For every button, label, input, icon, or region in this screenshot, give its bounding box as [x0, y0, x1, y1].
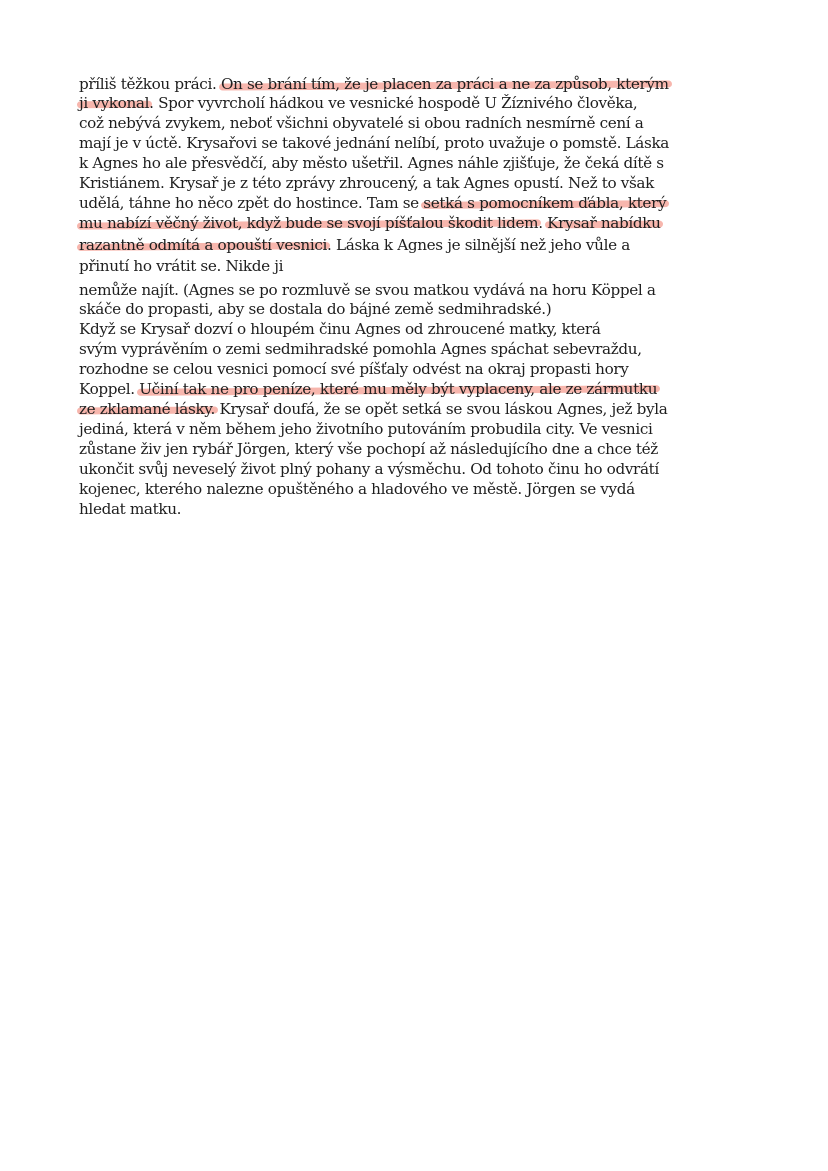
text-line [79, 319, 601, 339]
text-segment: hledat matku. [79, 500, 182, 518]
text-line [79, 93, 637, 113]
text-line [79, 193, 666, 213]
text-segment: nemůže najít. (Agnes se po rozmluvě se svou matkou vydává na horu Köppel a [79, 281, 656, 299]
highlighted-text: setká s pomocníkem ďábla, který [423, 194, 667, 212]
text-line [79, 74, 669, 94]
text-line [79, 439, 658, 459]
text-segment: . Láska k Agnes je silnější než jeho vůle a [327, 236, 630, 254]
text-segment: zůstane živ jen rybář Jörgen, který vše pochopí až následujícího dne a chce též [79, 440, 658, 458]
text-segment: přinutí ho vrátit se. Nikde ji [79, 257, 284, 275]
text-segment: kojenec, kterého nalezne opuštěného a hladového ve městě. Jörgen se vydá [79, 480, 635, 498]
text-line [79, 173, 654, 193]
text-segment: rozhodne se celou vesnici pomocí své píšťaly odvést na okraj propasti hory [79, 360, 629, 378]
highlighted-text: On se brání tím, že je placen za práci a ne za způsob, kterým [220, 75, 669, 93]
highlighted-text: ji vykonal [79, 94, 150, 112]
text-line [79, 479, 635, 499]
text-segment: . Spor vyvrcholí hádkou ve vesnické hospodě U Žíznivého člověka, [149, 94, 638, 112]
text-line [79, 299, 551, 319]
text-line [79, 153, 664, 173]
text-segment: udělá, táhne ho něco zpět do hostince. Tam se [79, 194, 424, 212]
text-segment: Kristiánem. Krysař je z této zprávy zhroucený, a tak Agnes opustí. Než to však [79, 174, 654, 192]
text-segment: což nebývá zvykem, neboť všichni obyvatelé si obou radních nesmírně cení a [79, 114, 644, 132]
text-line [79, 256, 283, 276]
text-segment: Krysař doufá, že se opět setká se svou láskou Agnes, jež byla [215, 400, 668, 418]
text-line [79, 499, 181, 519]
text-line [79, 113, 644, 133]
text-line [79, 459, 659, 479]
text-segment: . [538, 214, 548, 232]
text-segment: ukončit svůj neveselý život plný pohany a výsměchu. Od tohoto činu ho odvrátí [79, 460, 659, 478]
text-segment: k Agnes ho ale přesvědčí, aby město ušetřil. Agnes náhle zjišťuje, že čeká dítě s [79, 154, 664, 172]
text-segment: skáče do propasti, aby se dostala do bájné země sedmihradské.) [79, 300, 552, 318]
highlighted-text: Učiní tak ne pro peníze, které mu měly být vyplaceny, ale ze zármutku [139, 380, 658, 398]
text-line [79, 379, 657, 399]
text-segment: Když se Krysař dozví o hloupém činu Agnes od zhroucené matky, která [79, 320, 601, 338]
text-segment: Koppel. [79, 380, 140, 398]
text-segment: příliš těžkou práci. [79, 75, 221, 93]
highlighted-text: ze zklamané lásky. [79, 400, 215, 418]
highlighted-text: mu nabízí věčný život, když bude se svojí píšťalou škodit lidem [79, 214, 539, 232]
text-line [79, 280, 656, 300]
text-line [79, 133, 669, 153]
text-line [79, 399, 667, 419]
text-line [79, 235, 630, 255]
text-line [79, 359, 629, 379]
text-line [79, 419, 653, 439]
text-segment: svým vyprávěním o zemi sedmihradské pomohla Agnes spáchat sebevraždu, [79, 340, 642, 358]
text-line [79, 339, 642, 359]
highlighted-text: Krysař nabídku [547, 214, 661, 232]
text-segment: mají je v úctě. Krysařovi se takové jednání nelíbí, proto uvažuje o pomstě. Láska [79, 134, 670, 152]
highlighted-text: razantně odmítá a opouští vesnici [79, 236, 328, 254]
text-segment: jediná, která v něm během jeho životního putováním probudila city. Ve vesnici [79, 420, 653, 438]
text-line [79, 213, 661, 233]
